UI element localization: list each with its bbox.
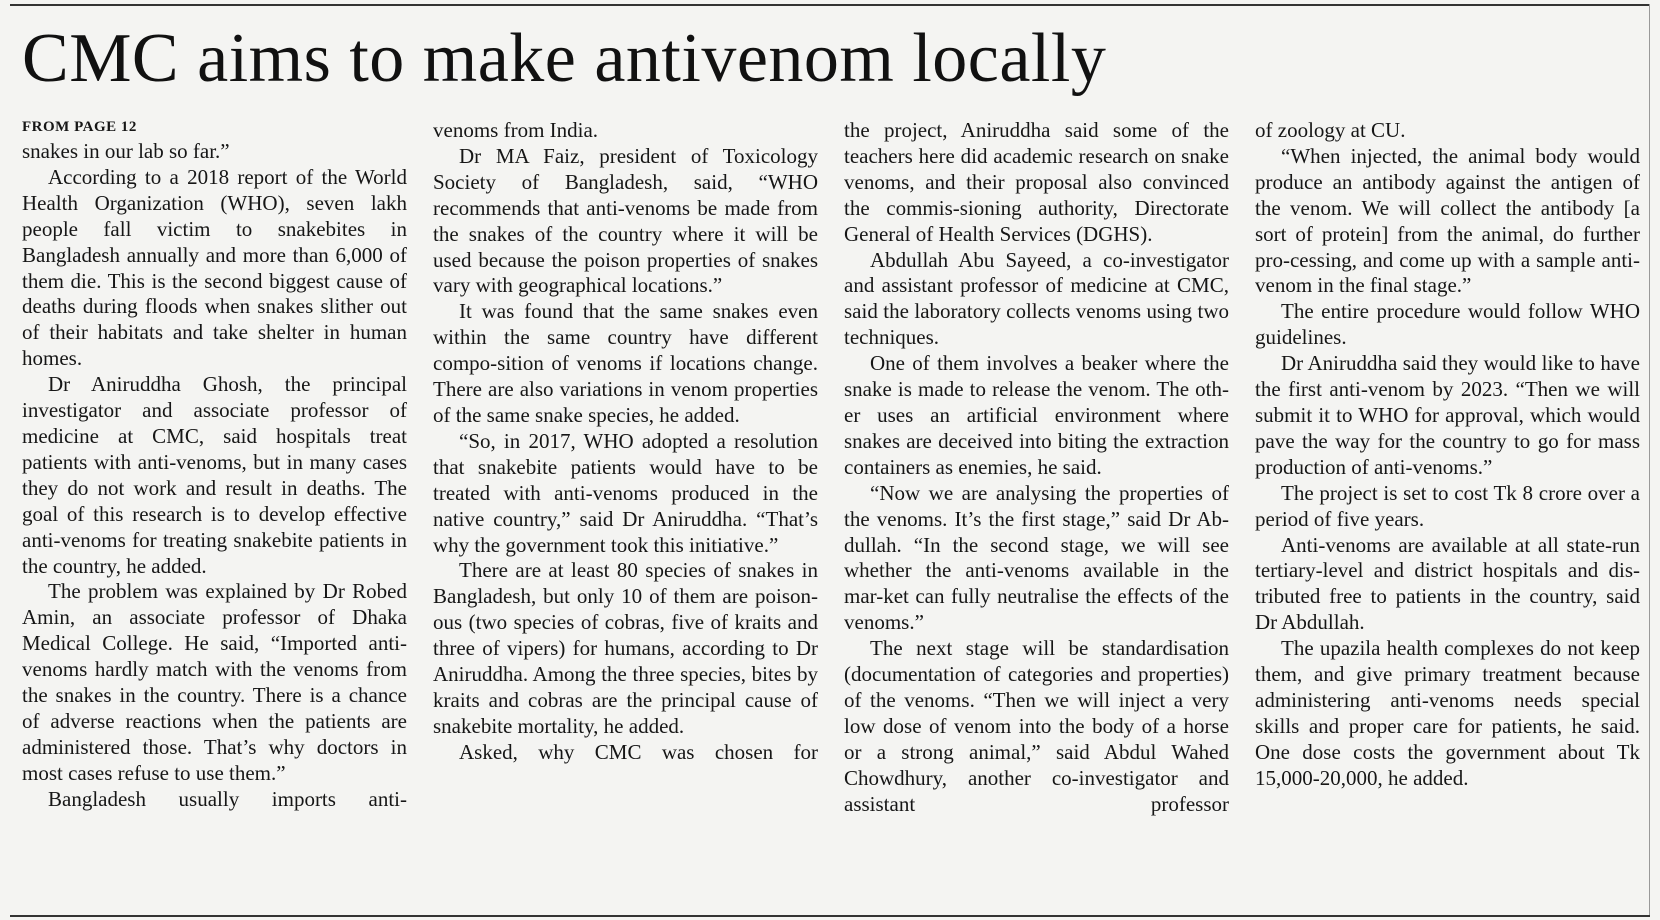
paragraph: Anti-venoms are available at all state-run tertiary-level and district hospitals and dis-tributed free to patients in the country, said Dr Abdullah. [1255, 532, 1640, 635]
paragraph: “When injected, the animal body would produce an antibody against the antigen of the venom. We will collect the antibody [a sort of protein] from the animal, do further pro-cessing, and come up with a sample anti-venom in the final stage.” [1255, 143, 1640, 298]
column-3 [844, 118, 1229, 898]
paragraph: The project is set to cost Tk 8 crore over a period of five years. [1255, 480, 1640, 531]
paragraph: It was found that the same snakes even within the same country have different compo-sition of venoms if locations change. There are also variations in venom properties of the same snake species, he added. [433, 299, 818, 427]
paragraph: The next stage will be standardisation (documentation of categories and properties) of the venoms. “Then we will inject a very low dose of venom into the body of a horse or a strong animal,” said Abdul Wahed Chowdhury, another co-investigator and assistant professor [844, 636, 1229, 816]
paragraph: The problem was explained by Dr Robed Amin, an associate professor of Dhaka Medical College. He said, “Imported anti-venoms hardly match with the venoms from the snakes in the country. There is a chance of adverse reactions when the patients are administered those. That’s why doctors in most cases refuse to use them.” [22, 579, 407, 785]
paragraph: snakes in our lab so far.” [22, 139, 230, 163]
continuation-label: FROM PAGE 12 [22, 119, 137, 135]
paragraph: According to a 2018 report of the World Health Organization (WHO), seven lakh people fall victim to snakebites in Bangladesh annually and more than 6,000 of them die. This is the second biggest cause of deaths during floods when snakes slither out of their habitats and take shelter in human homes. [22, 164, 407, 371]
paragraph: Dr Aniruddha Ghosh, the principal investigator and associate professor of medicine at CMC, said hospitals treat patients with anti-venoms, but in many cases they do not work and result in deaths. The goal of this research is to develop effective anti-venoms for treating snakebite patients in the country, he added. [22, 372, 407, 578]
paragraph: Bangladesh usually imports anti- [48, 786, 407, 811]
paragraph: Abdullah Abu Sayeed, a co-investigator and assistant professor of medicine at CMC, said the laboratory collects venoms using two techniques. [844, 247, 1229, 350]
paragraph: The entire procedure would follow WHO guidelines. [1255, 299, 1640, 350]
headline: CMC aims to make antivenom locally [22, 20, 1107, 97]
paragraph: the project, Aniruddha said some of the teachers here did academic research on snake venoms, and their proposal also convinced the commis-sioning authority, Directorate General of Health Services (DGHS). [844, 118, 1229, 246]
paragraph: Asked, why CMC was chosen for [459, 739, 818, 764]
side-rule [1649, 4, 1650, 917]
top-rule [10, 4, 1650, 6]
paragraph: “So, in 2017, WHO adopted a resolution that snakebite patients would have to be treated with anti-venoms produced in the native country,” said Dr Aniruddha. “That’s why the government took this initiative.” [433, 428, 818, 557]
paragraph: There are at least 80 species of snakes in Bangladesh, but only 10 of them are poison-ous (two species of cobras, five of kraits and three of vipers) for humans, according to Dr Aniruddha. Among the three species, bites by kraits and cobras are the principal cause of snakebite mortality, he added. [433, 558, 818, 738]
paragraph: of zoology at CU. [1255, 118, 1406, 142]
paragraph: Dr MA Faiz, president of Toxicology Society of Bangladesh, said, “WHO recommends that anti-venoms be made from the snakes of the country where it will be used because the poison properties of snakes vary with geographical locations.” [433, 143, 818, 298]
column-4 [1255, 118, 1640, 898]
article-body [22, 118, 1644, 898]
paragraph: venoms from India. [433, 118, 599, 142]
paragraph: “Now we are analysing the properties of the venoms. It’s the first stage,” said Dr Ab-dullah. “In the second stage, we will see whether the anti-venoms available in the mar-ket can fully neutralise the effects of the venoms.” [844, 480, 1229, 635]
bottom-rule [10, 915, 1650, 917]
paragraph: The upazila health complexes do not keep them, and give primary treatment because administering anti-venoms needs special skills and proper care for patients, he said. One dose costs the government about Tk 15,000-20,000, he added. [1255, 636, 1640, 790]
paragraph: Dr Aniruddha said they would like to have the first anti-venom by 2023. “Then we will submit it to WHO for approval, which would pave the way for the country to go for mass production of anti-venoms.” [1255, 351, 1640, 479]
column-2 [433, 118, 818, 898]
paragraph: One of them involves a beaker where the snake is made to release the venom. The oth-er uses an artificial environment where snakes are deceived into biting the extraction containers as enemies, he said. [844, 351, 1229, 479]
column-1 [22, 118, 407, 898]
